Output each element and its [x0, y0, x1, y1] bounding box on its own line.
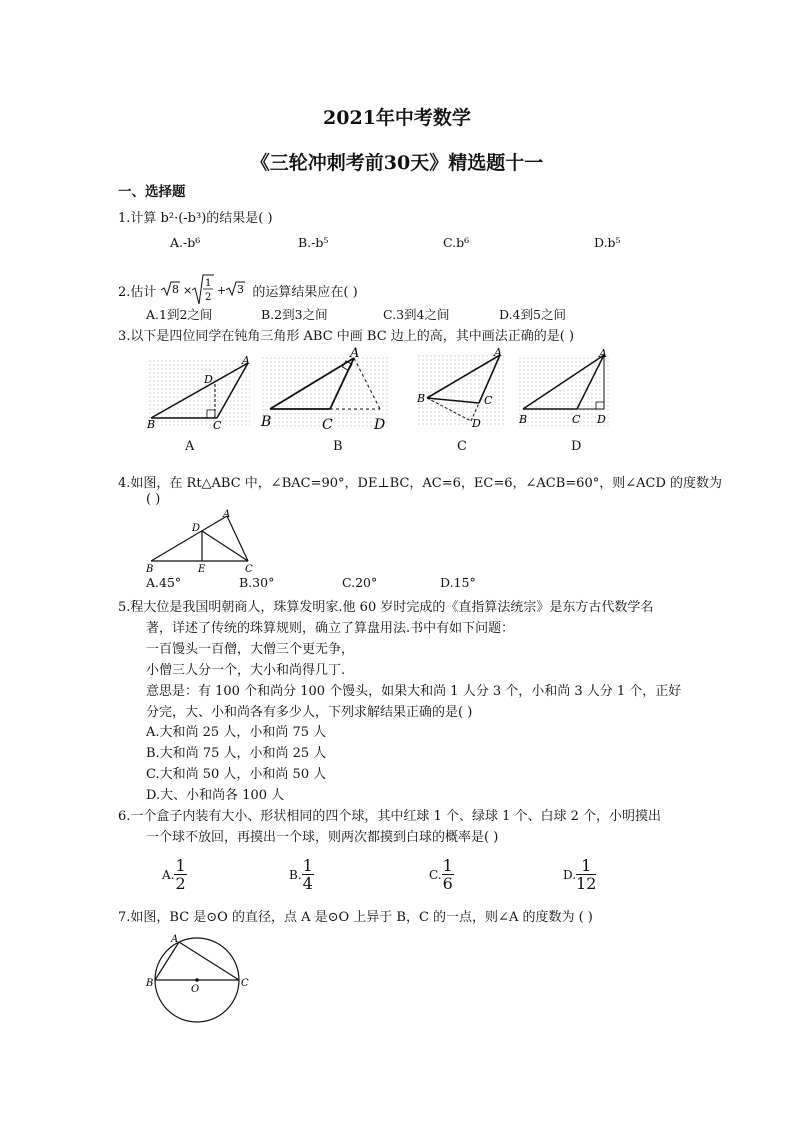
question-4-stem: 4.如图，在 Rt△ABC 中，∠BAC=90°，DE⊥BC，AC=6，EC=6，∠ACB=60°，则∠ACD 的度数为 [118, 476, 722, 491]
q1-option-c: C.b⁶ [443, 235, 470, 250]
q6-fraction-a: $\frac{1}{2}$ [175, 856, 186, 893]
svg-text:C: C [484, 394, 493, 407]
q6-fraction-d: $\frac{1}{12}$ [576, 856, 597, 893]
q4-figure [142, 506, 260, 576]
svg-text:D: D [597, 413, 606, 426]
q2-root1: 8 [172, 283, 180, 296]
svg-text:B: B [147, 418, 156, 431]
q2-root2-den: 2 [205, 292, 212, 303]
svg-text:O: O [191, 984, 200, 995]
q2-root3: 3 [237, 283, 245, 296]
svg-text:B: B [146, 564, 154, 575]
q5-line-4: 小僧三人分一个，大小和尚得几丁. [146, 663, 346, 678]
q2-option-b: B.2到3之间 [261, 307, 328, 322]
q5-option-d: D.大、小和尚各 100 人 [146, 788, 285, 803]
svg-text:A: A [223, 509, 231, 520]
q7-figure [145, 930, 255, 1030]
q5-option-b: B.大和尚 75 人，小和尚 25 人 [146, 746, 327, 761]
page-subtitle: 《三轮冲刺考前30天》精选题十一 [250, 152, 544, 174]
svg-text:D: D [204, 373, 213, 386]
q6-fraction-b: $\frac{1}{4}$ [302, 856, 313, 893]
question-7-stem: 7.如图，BC 是⊙O 的直径，点 A 是⊙O 上异于 B，C 的一点，则∠A 的度数为 ( ) [118, 910, 593, 925]
q3-figure-b [258, 345, 398, 435]
q5-line-3: 一百馒头一百僧，大僧三个更无争， [146, 642, 355, 657]
svg-text:A: A [494, 347, 502, 359]
q5-line-6: 分完，大、小和尚各有多少人，下列求解结果正确的是( ) [146, 705, 473, 720]
svg-text:+: + [217, 284, 227, 297]
q1-option-a: A.-b⁶ [170, 235, 201, 250]
q3-label-c: C [457, 439, 467, 454]
svg-text:A: A [171, 934, 179, 945]
q2-stem-prefix: 2.估计 [118, 284, 157, 300]
svg-text:C: C [213, 419, 222, 432]
question-4-stem-2: ( ) [146, 492, 161, 507]
question-1-stem: 1.计算 b²·(-b³)的结果是( ) [118, 211, 273, 226]
svg-text:A: A [599, 347, 607, 360]
section-heading: 一、选择题 [118, 184, 186, 200]
svg-text:B: B [261, 414, 272, 430]
q6-line-2: 一个球不放回，再摸出一个球，则两次都摸到白球的概率是( ) [146, 830, 499, 845]
q3-figure-c [414, 347, 510, 437]
q6-option-b: B. $\frac{1}{4}$ [289, 856, 313, 893]
q3-label-a: A [185, 439, 195, 454]
q6-option-a: A. $\frac{1}{2}$ [162, 856, 186, 893]
question-2-stem [118, 273, 358, 307]
q2-option-d: D.4到5之间 [499, 307, 566, 322]
svg-text:D: D [374, 417, 386, 433]
q5-line-2: 著，详述了传统的珠算规则，确立了算盘用法.书中有如下问题： [146, 621, 515, 636]
q6-line-1: 6.一个盒子内装有大小、形状相同的四个球，其中红球 1 个、绿球 1 个、白球 2 个，小明摸出 [118, 809, 662, 824]
svg-text:B: B [417, 392, 426, 405]
q1-option-b: B.-b⁵ [298, 235, 329, 250]
q2-root2-num: 1 [205, 278, 212, 289]
q4-option-a: A.45° [146, 575, 182, 590]
q2-math-expression [158, 273, 250, 307]
q5-option-a: A.大和尚 25 人，小和尚 75 人 [146, 725, 327, 740]
q6-option-c: C. $\frac{1}{6}$ [429, 856, 453, 893]
q3-label-b: B [333, 439, 343, 454]
q5-option-c: C.大和尚 50 人，小和尚 50 人 [146, 767, 327, 782]
q5-line-1: 5.程大位是我国明朝商人，珠算发明家.他 60 岁时完成的《直指算法统宗》是东方古代数学名 [118, 600, 654, 615]
svg-text:D: D [192, 523, 201, 534]
svg-text:C: C [322, 417, 333, 433]
question-3-stem: 3.以下是四位同学在钝角三角形 ABC 中画 BC 边上的高，其中画法正确的是( ) [118, 329, 575, 344]
q1-option-d: D.b⁵ [594, 235, 621, 250]
q6-option-d: D. $\frac{1}{12}$ [563, 856, 597, 893]
svg-text:C: C [245, 564, 253, 575]
q4-option-d: D.15° [440, 575, 476, 590]
svg-text:A: A [242, 354, 250, 367]
svg-text:×: × [183, 284, 193, 297]
svg-text:A: A [350, 346, 360, 361]
q5-line-5: 意思是：有 100 个和尚分 100 个馒头，如果大和尚 1 人分 3 个，小和尚 3 人分 1 个，正好 [146, 684, 682, 699]
q2-option-c: C.3到4之间 [383, 307, 450, 322]
q4-option-c: C.20° [342, 575, 378, 590]
svg-text:B: B [146, 978, 154, 989]
q3-figure-a [145, 352, 255, 432]
q2-stem-suffix: 的运算结果应在( ) [252, 284, 358, 300]
q3-figure-d [515, 345, 615, 435]
q2-option-a: A.1到2之间 [146, 307, 213, 322]
q6-fraction-c: $\frac{1}{6}$ [442, 856, 453, 893]
svg-text:C: C [241, 978, 249, 989]
svg-text:B: B [519, 413, 528, 426]
svg-text:E: E [198, 564, 206, 575]
svg-text:D: D [472, 417, 481, 430]
svg-text:C: C [572, 413, 581, 426]
q3-label-d: D [571, 439, 582, 454]
page-title: 2021年中考数学 [323, 107, 471, 129]
q4-option-b: B.30° [239, 575, 275, 590]
